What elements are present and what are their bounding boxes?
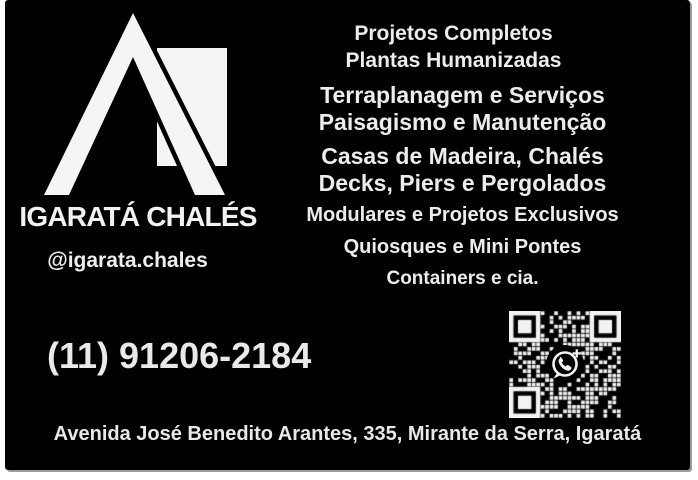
service-line: Plantas Humanizadas xyxy=(345,49,562,72)
service-line: Quiosques e Mini Pontes xyxy=(343,236,582,258)
service-group xyxy=(291,20,616,74)
service-line: Casas de Madeira, Chalés xyxy=(321,143,604,169)
chalet-logo-icon xyxy=(43,13,228,197)
service-line: Paisagismo e Manutenção xyxy=(318,109,607,135)
service-group xyxy=(300,82,625,136)
street-address: Avenida José Benedito Arantes, 335, Mirante da Serra, Igaratá xyxy=(53,423,642,445)
instagram-handle: @igarata.chales xyxy=(47,249,208,272)
phone-number: (11) 91206-2184 xyxy=(47,335,312,376)
service-group xyxy=(300,143,625,197)
service-group xyxy=(300,235,625,259)
brand-name: IGARATÁ CHALÉS xyxy=(19,201,257,232)
service-line: Containers e cia. xyxy=(386,268,539,289)
service-group xyxy=(300,267,625,290)
whatsapp-qr-code xyxy=(509,311,621,418)
business-card xyxy=(5,0,690,470)
service-line: Projetos Completos xyxy=(354,22,553,45)
service-line: Decks, Piers e Pergolados xyxy=(318,170,607,196)
whatsapp-icon xyxy=(545,344,585,384)
service-line: Terraplanagem e Serviços xyxy=(320,82,605,108)
service-group xyxy=(300,203,625,227)
service-line: Modulares e Projetos Exclusivos xyxy=(306,204,619,226)
